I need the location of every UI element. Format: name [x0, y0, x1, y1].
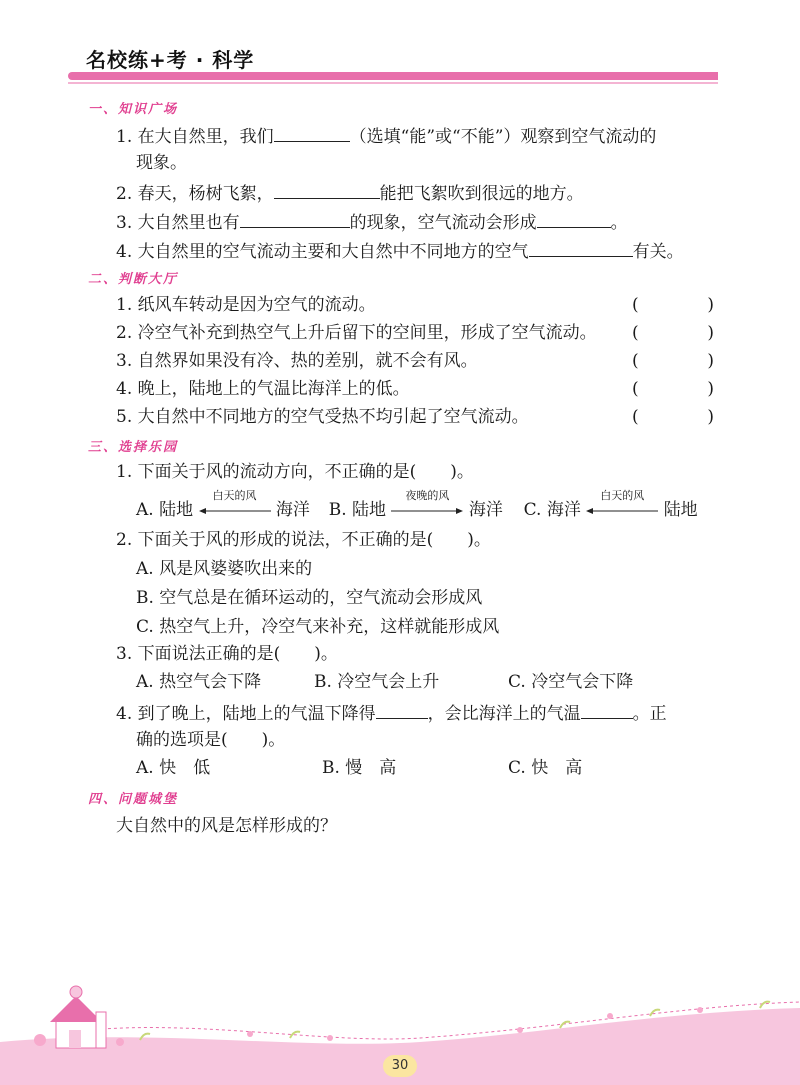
judge-answer-box[interactable] [632, 351, 714, 371]
arrow-left-icon [586, 489, 658, 522]
choice-question-3: 3. 下面说法正确的是( )。 [116, 644, 338, 664]
judge-item-text: 3. 自然界如果没有冷、热的差别，就不会有风。 [116, 351, 478, 371]
fill-question-1 [116, 123, 656, 149]
judge-item-text: 5. 大自然中不同地方的空气受热不均引起了空气流动。 [116, 407, 529, 427]
paren-open: ( [632, 323, 639, 343]
paren-close: ) [707, 323, 714, 343]
judge-answer-box[interactable] [632, 323, 714, 343]
paren-open: ( [632, 407, 639, 427]
fill-q1-text-a: 1. 在大自然里，我们 [116, 127, 274, 147]
choice-q3-option-c[interactable]: C. 冷空气会下降 [508, 672, 634, 692]
fill-q2-blank[interactable] [274, 180, 380, 199]
fill-question-3 [116, 209, 628, 235]
choice-q4-blank-1[interactable] [376, 700, 428, 719]
choice-question-4 [116, 700, 667, 726]
choice-q4-option-c[interactable]: C. 快 高 [508, 758, 583, 778]
choice-q1-option-c-suffix: 陆地 [663, 500, 698, 520]
choice-q2-option-c[interactable]: C. 热空气上升，冷空气来补充，这样就能形成风 [136, 617, 500, 637]
choice-q1-options [136, 489, 698, 522]
paren-close: ) [707, 407, 714, 427]
judge-answer-box[interactable] [632, 295, 714, 315]
fill-q4-text-b: 有关。 [632, 242, 684, 262]
fill-q1-text-c: 现象。 [136, 153, 187, 173]
paren-close: ) [707, 295, 714, 315]
choice-q1-option-a-suffix: 海洋 [275, 500, 310, 520]
fill-q2-text-b: 能把飞絮吹到很远的地方。 [379, 184, 584, 204]
choice-q1-option-c-prefix[interactable]: C. 海洋 [523, 500, 581, 520]
judge-item-text: 2. 冷空气补充到热空气上升后留下的空间里，形成了空气流动。 [116, 323, 597, 343]
fill-q3-text-a: 3. 大自然里也有 [116, 213, 240, 233]
header-bar [68, 72, 718, 80]
paren-close: ) [707, 379, 714, 399]
fill-q3-blank-2[interactable] [537, 209, 611, 228]
choice-q3-option-a[interactable]: A. 热空气会下降 [136, 672, 262, 692]
section-title-knowledge: 一、知识广场 [88, 102, 179, 117]
arrow-label-a: 白天的风 [212, 489, 257, 502]
choice-q4-text-d: 确的选项是( )。 [136, 730, 286, 750]
section-title-judge: 二、判断大厅 [88, 272, 179, 287]
header-line [68, 82, 718, 84]
choice-q4-option-b[interactable]: B. 慢 高 [322, 758, 397, 778]
page-number: 30 [383, 1055, 417, 1077]
paren-open: ( [632, 379, 639, 399]
arrow-label-c: 白天的风 [600, 489, 645, 502]
judge-item-text: 4. 晚上，陆地上的气温比海洋上的低。 [116, 379, 410, 399]
section-title-question: 四、问题城堡 [88, 792, 179, 807]
fill-q3-text-b: 的现象，空气流动会形成 [349, 213, 537, 233]
fill-question-4 [116, 238, 684, 264]
paren-open: ( [632, 351, 639, 371]
choice-q4-text-c: 。正 [632, 704, 667, 724]
fill-q1-blank[interactable] [274, 123, 350, 142]
fill-q4-blank[interactable] [529, 238, 633, 257]
choice-q2-option-a[interactable]: A. 风是风婆婆吹出来的 [136, 559, 313, 579]
choice-question-1: 1. 下面关于风的流动方向，不正确的是( )。 [116, 462, 474, 482]
choice-q4-text-b: ，会比海洋上的气温 [427, 704, 581, 724]
choice-q4-option-a[interactable]: A. 快 低 [136, 758, 211, 778]
choice-q1-option-b-prefix[interactable]: B. 陆地 [328, 500, 387, 520]
fill-q3-blank-1[interactable] [240, 209, 350, 228]
paren-close: ) [707, 351, 714, 371]
paren-open: ( [632, 295, 639, 315]
choice-q4-blank-2[interactable] [581, 700, 633, 719]
open-question: 大自然中的风是怎样形成的？ [116, 816, 337, 836]
header-title: 名校练+考 · 科学 [86, 48, 255, 72]
choice-question-2: 2. 下面关于风的形成的说法，不正确的是( )。 [116, 530, 491, 550]
choice-q1-option-a-prefix[interactable]: A. 陆地 [136, 500, 194, 520]
choice-q1-option-b-suffix: 海洋 [468, 500, 503, 520]
judge-item-text: 1. 纸风车转动是因为空气的流动。 [116, 295, 376, 315]
section-title-choice: 三、选择乐园 [88, 440, 179, 455]
fill-question-2 [116, 180, 584, 206]
fill-q3-text-c: 。 [610, 213, 628, 233]
arrow-label-b: 夜晚的风 [405, 489, 450, 502]
choice-q4-text-a: 4. 到了晚上，陆地上的气温下降得 [116, 704, 376, 724]
arrow-right-icon [391, 489, 463, 522]
fill-q1-text-b: （选填“能”或“不能”）观察到空气流动的 [349, 127, 657, 147]
judge-answer-box[interactable] [632, 407, 714, 427]
choice-q3-option-b[interactable]: B. 冷空气会上升 [314, 672, 440, 692]
fill-q2-text-a: 2. 春天，杨树飞絮， [116, 184, 274, 204]
house-icon [50, 986, 106, 1048]
fill-q4-text-a: 4. 大自然里的空气流动主要和大自然中不同地方的空气 [116, 242, 529, 262]
judge-answer-box[interactable] [632, 379, 714, 399]
arrow-left-icon [199, 489, 271, 522]
choice-q2-option-b[interactable]: B. 空气总是在循环运动的，空气流动会形成风 [136, 588, 483, 608]
